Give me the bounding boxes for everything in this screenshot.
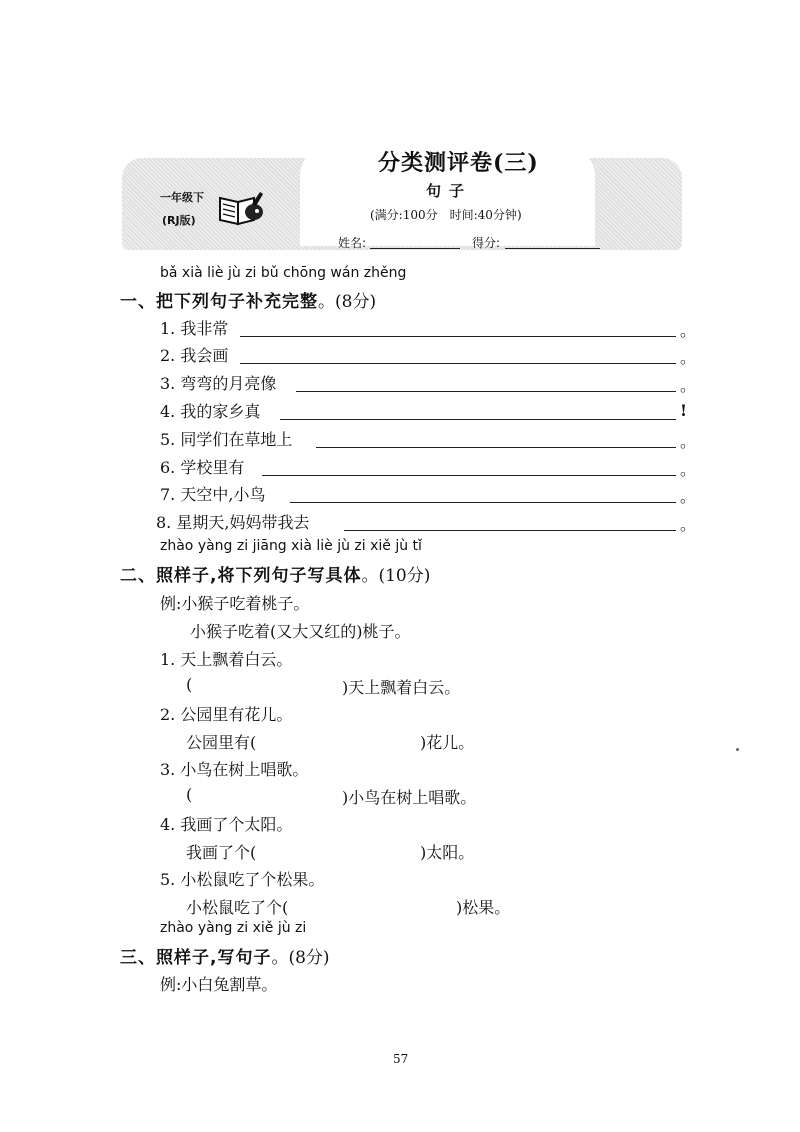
section1-heading xyxy=(120,287,376,312)
s2-pre-3: ( xyxy=(186,785,193,804)
s1-blank-4[interactable] xyxy=(280,419,676,420)
s2-example-label: 例:小猴子吃着桃子。 xyxy=(160,594,310,613)
s1-item-8: 8. 星期天,妈妈带我去 xyxy=(156,513,310,532)
section3-title: 照样子,写句子 xyxy=(156,948,272,968)
section3-pinyin: zhào yàng zi xiě jù zi xyxy=(160,920,307,936)
section2-pinyin: zhào yàng zi jiāng xià liè jù zi xiě jù tǐ xyxy=(160,538,422,554)
s2-question-4: 4. 我画了个太阳。 xyxy=(160,815,293,834)
edition-label: (RJ版) xyxy=(162,214,196,227)
grade-label: 一年级下 xyxy=(160,191,204,204)
scan-speck xyxy=(736,748,739,751)
s1-blank-1[interactable] xyxy=(240,336,676,337)
s1-end-1: 。 xyxy=(680,321,697,340)
s2-post-2: )花儿。 xyxy=(420,733,475,752)
s1-item-2: 2. 我会画 xyxy=(160,346,229,365)
s2-question-3: 3. 小鸟在树上唱歌。 xyxy=(160,760,309,779)
page-subtitle: 句子 xyxy=(426,182,473,200)
section2-title: 照样子,将下列句子写具体 xyxy=(156,566,362,586)
s2-pre-2: 公园里有( xyxy=(186,733,257,752)
s2-post-4: )太阳。 xyxy=(420,843,475,862)
s1-item-1: 1. 我非常 xyxy=(160,319,229,338)
section2-number: 二、 xyxy=(120,566,156,586)
s1-end-6: 。 xyxy=(680,460,697,479)
s1-item-6: 6. 学校里有 xyxy=(160,458,245,477)
section1-number: 一、 xyxy=(120,292,156,312)
s1-item-3: 3. 弯弯的月亮像 xyxy=(160,374,277,393)
section2-heading xyxy=(120,561,430,586)
s1-end-5: 。 xyxy=(680,432,697,451)
s1-item-7: 7. 天空中,小鸟 xyxy=(160,485,266,504)
s2-pre-1: ( xyxy=(186,675,193,694)
section1-title: 把下列句子补充完整 xyxy=(156,292,318,312)
s2-pre-4: 我画了个( xyxy=(186,843,257,862)
page-title: 分类测评卷(三) xyxy=(378,150,539,176)
s1-end-4: ! xyxy=(680,401,688,420)
s2-post-5: )松果。 xyxy=(456,898,511,917)
s1-item-4: 4. 我的家乡真 xyxy=(160,402,261,421)
s1-blank-5[interactable] xyxy=(316,447,676,448)
s2-post-3: )小鸟在树上唱歌。 xyxy=(342,788,477,807)
s2-question-1: 1. 天上飘着白云。 xyxy=(160,650,293,669)
name-label: 姓名: xyxy=(338,236,367,250)
score-label: 得分: xyxy=(472,236,501,250)
section3-heading xyxy=(120,943,330,968)
page-number: 57 xyxy=(393,1052,409,1066)
s1-blank-7[interactable] xyxy=(290,502,676,503)
section1-points: 。(8分) xyxy=(318,292,377,312)
section3-number: 三、 xyxy=(120,948,156,968)
section3-points: 。(8分) xyxy=(271,948,330,968)
name-field[interactable] xyxy=(370,248,460,249)
section1-pinyin: bǎ xià liè jù zi bǔ chōng wán zhěng xyxy=(160,265,407,281)
s1-end-2: 。 xyxy=(680,348,697,367)
s1-blank-2[interactable] xyxy=(240,363,676,364)
s1-end-7: 。 xyxy=(680,487,697,506)
score-field[interactable] xyxy=(505,248,600,249)
s1-blank-8[interactable] xyxy=(344,530,676,531)
s2-question-2: 2. 公园里有花儿。 xyxy=(160,705,293,724)
s1-end-8: 。 xyxy=(680,515,697,534)
s1-end-3: 。 xyxy=(680,376,697,395)
s2-example-answer: 小猴子吃着(又大又红的)桃子。 xyxy=(190,622,411,641)
s1-blank-6[interactable] xyxy=(262,475,676,476)
score-time-info: (满分:100分 时间:40分钟) xyxy=(370,208,522,222)
section2-points: 。(10分) xyxy=(361,566,431,586)
s2-question-5: 5. 小松鼠吃了个松果。 xyxy=(160,870,325,889)
s2-pre-5: 小松鼠吃了个( xyxy=(186,898,289,917)
s1-item-5: 5. 同学们在草地上 xyxy=(160,430,293,449)
book-pencil-icon xyxy=(216,190,266,228)
s3-example-label: 例:小白兔割草。 xyxy=(160,975,278,994)
s2-post-1: )天上飘着白云。 xyxy=(342,678,461,697)
s1-blank-3[interactable] xyxy=(296,391,676,392)
